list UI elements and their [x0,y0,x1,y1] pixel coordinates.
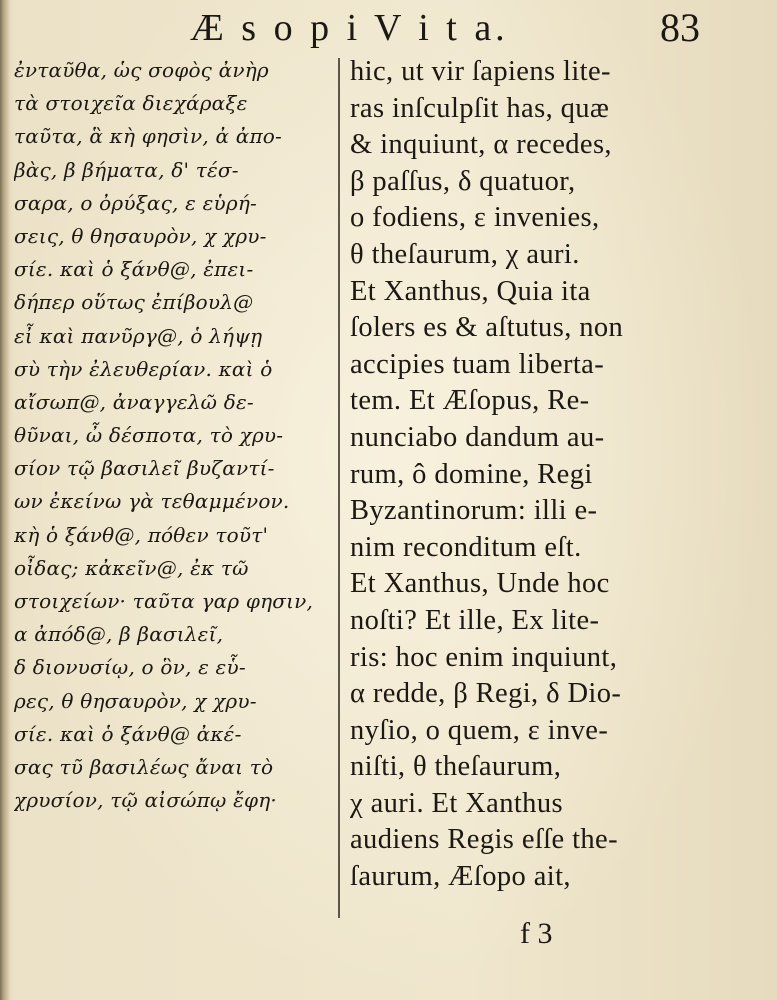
column-divider [338,58,340,918]
greek-line: βὰς, β βήματα, δ' τέσ- [14,157,239,182]
greek-line: σὺ τὴν ἐλευθερίαν. καὶ ὁ [14,356,273,381]
latin-line: α redde, β Regi, δ Dio- [350,678,622,710]
greek-column [14,54,332,817]
greek-line: σίε. καὶ ὁ ξάνθ@, ἐπει- [14,257,254,282]
latin-line: χ auri. Et Xanthus [350,787,563,819]
latin-line: accipies tuam liberta- [350,348,605,380]
greek-line: σίον τῷ βασιλεῖ βυζαντί- [14,456,275,481]
latin-line: ris: hoc enim inquiunt, [350,641,618,673]
greek-line: δ διονυσίῳ, ο ὃν, ε εὗ- [14,655,246,680]
latin-line: nunciabo dandum au- [350,421,605,453]
greek-line: ταῦτα, ἃ κὴ φησὶν, ἀ ἀπο- [14,124,282,149]
latin-line: ſolers es & aſtutus, non [350,312,624,344]
latin-line: rum, ô domine, Regi [350,458,593,490]
latin-line: θ theſaurum, χ auri. [350,238,580,270]
latin-line: nyſio, ο quem, ε inve- [350,714,609,746]
greek-line: χρυσίον, τῷ αἰσώπῳ ἔφη· [14,788,277,813]
greek-line: ἐνταῦθα, ὡς σοφὸς ἀνὴρ [14,58,269,82]
greek-line: στοιχείων· ταῦτα γαρ φησιν, [14,589,314,613]
greek-line: ων ἐκείνω γὰ τεθαμμένον. [14,489,290,514]
greek-line: θῦναι, ὦ δέσποτα, τὸ χρυ- [14,423,284,448]
latin-line: niſti, θ theſaurum, [350,751,562,783]
greek-line: αἴσωπ@, ἀναγγελῶ δε- [14,389,254,414]
greek-line: δήπερ οὕτως ἐπίβουλ@ [14,290,254,315]
latin-line: tem. Et Æſopus, Re- [350,385,590,417]
greek-line: οἶδας; κἀκεῖν@, ἐκ τῶ [14,555,249,580]
page-number: 83 [660,5,700,50]
greek-line: σας τῦ βασιλέως ἄναι τὸ [14,754,274,779]
greek-line: ρες, θ θησαυρὸν, χ χρυ- [14,688,257,713]
latin-line: Et Xanthus, Quia ita [350,275,591,307]
greek-line: σίε. καὶ ὁ ξάνθ@ ἀκέ- [14,721,242,746]
greek-line: εἶ καὶ πανῦργ@, ὁ λήψῃ [14,323,263,348]
greek-line: α ἀπόδ@, β βασιλεῖ, [14,622,224,647]
latin-line: noſti? Et ille, Ex lite- [350,604,600,636]
running-title: Æ s o p i V i t a. [190,7,509,49]
latin-line: audiens Regis eſſe the- [350,824,618,856]
latin-line: Et Xanthus, Unde hoc [350,568,610,600]
gutter-shadow [0,0,10,1000]
greek-line: τὰ στοιχεῖα διεχάραξε [14,91,248,116]
latin-line: nim reconditum eſt. [350,531,582,563]
latin-line: Byzantinorum: illi e- [350,495,598,527]
latin-line: hic, ut vir ſapiens lite- [350,56,611,87]
latin-line: & inquiunt, α recedes, [350,129,612,161]
greek-line: σεις, θ θησαυρὸν, χ χρυ- [14,223,267,248]
latin-line: ſaurum, Æſopo ait, [350,861,571,893]
latin-line: ras inſculpſit has, quæ [350,92,610,124]
signature-mark: f 3 [520,917,553,950]
latin-column [350,54,765,896]
latin-line: β paſſus, δ quatuor, [350,165,576,197]
latin-line: ο fodiens, ε invenies, [350,202,600,234]
greek-line: κὴ ὁ ξάνθ@, πόθεν τοῦτ' [14,522,269,547]
greek-line: σαρα, ο ὀρύξας, ε εὑρή- [14,190,258,215]
